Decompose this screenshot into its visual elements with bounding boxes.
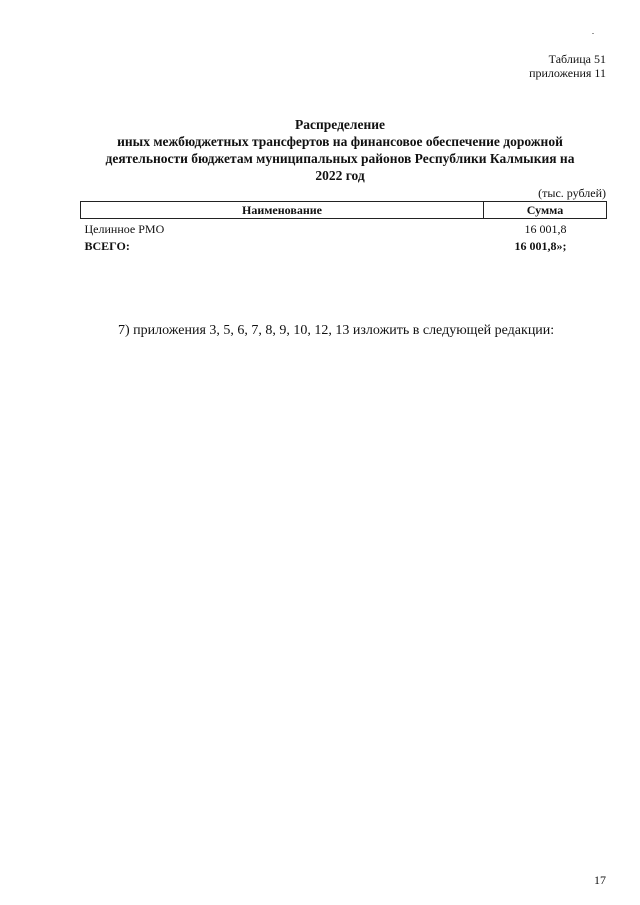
reference-appendix: приложения 11 [529,66,606,80]
scan-speck [592,33,594,34]
title-line-4: 2022 год [315,168,365,183]
page-number: 17 [594,873,606,887]
table-row [81,219,607,238]
row-name: Целинное РМО [84,222,165,236]
total-label: ВСЕГО: [84,239,130,253]
table-header-row [81,202,607,219]
column-header-name: Наименование [81,202,484,219]
total-sum: 16 001,8»; [514,239,567,253]
row-sum: 16 001,8 [524,222,567,236]
reference-table-number: Таблица 51 [548,52,606,66]
title-line-2: иных межбюджетных трансфертов на финансовое обеспечение дорожной [117,134,563,149]
table-total-row [81,237,607,254]
transfers-table [80,201,607,254]
column-header-sum: Сумма [484,202,607,219]
amendment-paragraph: 7) приложения 3, 5, 6, 7, 8, 9, 10, 12, 13 изложить в следующей редакции: [118,323,555,338]
unit-label: (тыс. рублей) [538,186,606,200]
table-reference [529,52,606,80]
title-line-1: Распределение [294,117,386,132]
title-line-3: деятельности бюджетам муниципальных районов Республики Калмыкия на [105,151,575,166]
document-title [70,116,610,184]
